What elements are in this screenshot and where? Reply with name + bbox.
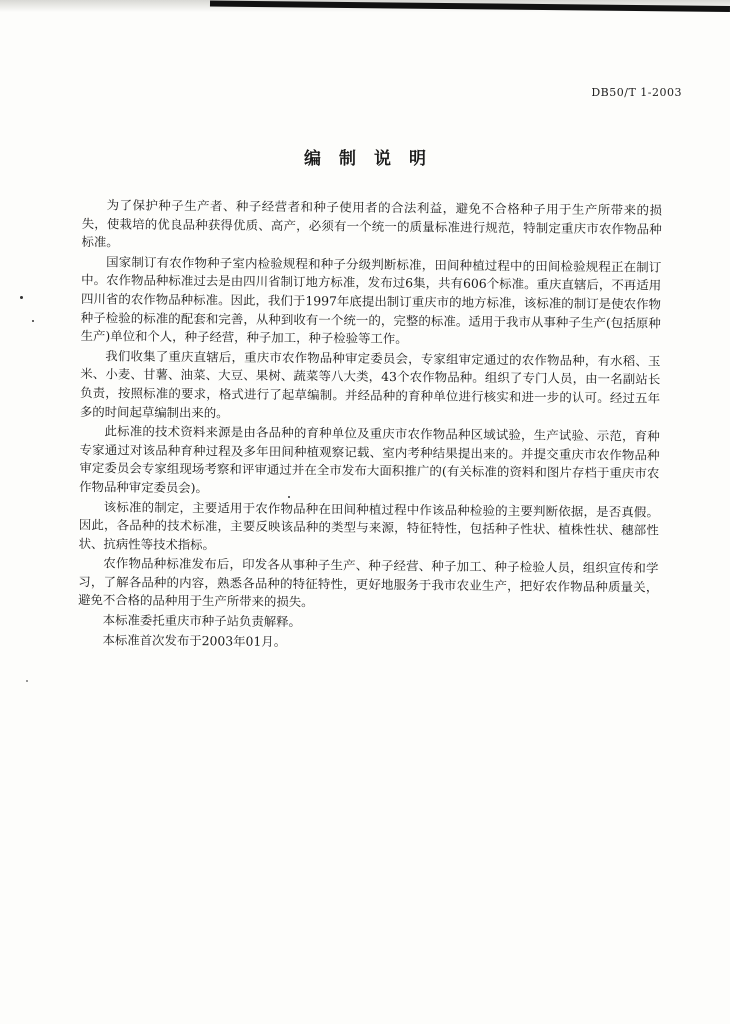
paragraph-data-source: 此标准的技术资料来源是由各品种的育种单位及重庆市农作物品种区域试验，生产试验、示范，育种专家通过对该品种育种过程及多年田间种植观察记载、室内考种结果提出来的。并提交重庆市农作物品种审定委员会专家组现场考察和评审通过并在全市发布大面积推广的(有关标准的资料和图片存档于重庆市农作物品种审定委员会)。 — [79, 423, 660, 496]
standard-number: DB50/T 1-2003 — [591, 86, 682, 99]
scan-speck — [32, 320, 34, 322]
body-text — [78, 196, 662, 656]
paragraph-first-release: 本标准首次发布于2003年01月。 — [102, 631, 287, 649]
paragraph-purpose: 为了保护种子生产者、种子经营者和种子使用者的合法利益，避免不合格种子用于生产所带来的损失，使栽培的优良品种获得优质、高产，必须有一个统一的质量标准进行规范，特制定重庆市农作物品种标准。 — [81, 197, 662, 250]
paragraph-interpretation: 本标准委托重庆市种子站负责解释。 — [102, 612, 302, 630]
paragraph-collection: 我们收集了重庆直辖后，重庆市农作物品种审定委员会，专家组审定通过的农作物品种，有水稻、玉米、小麦、甘薯、油菜、大豆、果树、蔬菜等八大类，43个农作物品种。组织了专门人员，由一名副站长负责，按照标准的要求，格式进行了起草编制。并经品种的育种单位进行核实和进一步的认可。经过五年多的时间起草编制出来的。 — [79, 347, 661, 420]
scan-speck — [26, 680, 28, 682]
scan-speck — [288, 496, 290, 498]
scan-speck — [20, 296, 23, 299]
paragraph-background: 国家制订有农作物种子室内检验规程和种子分级判断标准，田间种植过程中的田间检验规程正在制订中。农作物品种标准过去是由四川省制订地方标准，发布过6集，共有606个标准。重庆直辖后，不再适用四川省的农作物品种标准。因此，我们于1997年底提出制订重庆市的地方标准，该标准的制订是使农作物种子检验的标准的配套和完善，从种到收有一个统一的，完整的标准。适用于我市从事种子生产(包括原种生产)单位和个人，种子经营，种子加工，种子检验等工作。 — [80, 254, 662, 347]
page-title: 编制说明 — [304, 149, 444, 169]
paragraph-application: 该标准的制定，主要适用于农作物品种在田间种植过程中作该品种检验的主要判断依据，是否真假。因此，各品种的技术标准，主要反映该品种的类型与来源，特征特性，包括种子性状、植株性状、穗部性状、抗病性等技术指标。 — [78, 498, 660, 552]
paragraph-publication: 农作物品种标准发布后，印发各从事种子生产、种子经营、种子加工、种子检验人员，组织宣传和学习，了解各品种的内容，熟悉各品种的特征特性，更好地服务于我市农业生产，把好农作物品种质量关，避免不合格的品种用于生产所带来的损失。 — [78, 555, 659, 610]
